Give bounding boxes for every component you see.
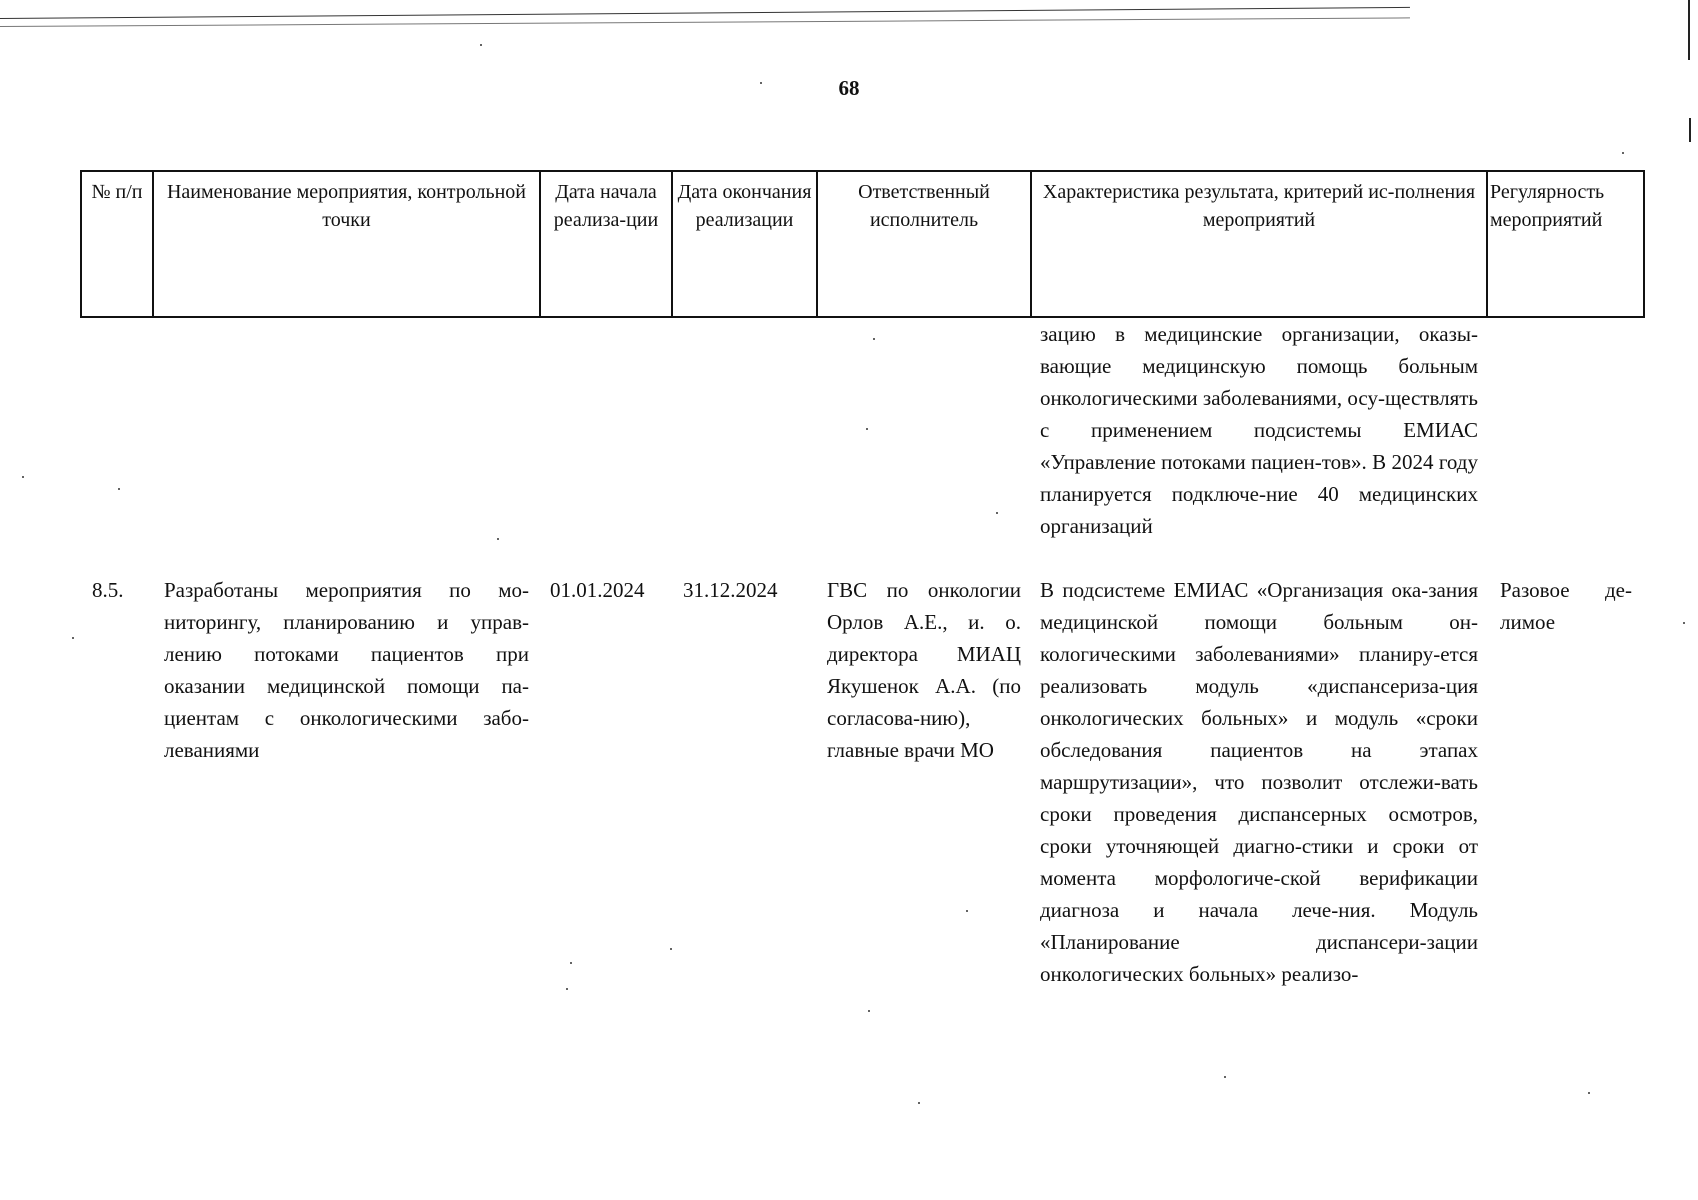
scan-edge-line	[0, 17, 1410, 27]
scan-speck	[1588, 1092, 1590, 1094]
row-num: 8.5.	[92, 578, 124, 602]
header-responsible: Ответственный исполнитель	[817, 171, 1031, 317]
row-regularity: Разовое де-лимое	[1500, 578, 1632, 634]
scan-speck	[918, 1102, 920, 1104]
scan-speck	[1224, 1076, 1226, 1078]
scan-speck	[1683, 622, 1685, 624]
header-num: № п/п	[81, 171, 153, 317]
row-start-date: 01.01.2024	[550, 578, 645, 602]
scan-edge-line	[0, 7, 1410, 19]
header-end-date: Дата окончания реализации	[672, 171, 817, 317]
scan-speck	[566, 988, 568, 990]
scan-speck	[996, 512, 998, 514]
scan-edge-mark	[1688, 0, 1690, 60]
scan-edge-mark	[1689, 118, 1691, 142]
row-responsible: ГВС по онкологии Орлов А.Е., и. о. директора МИАЦ Якушенок А.А. (по согласова-нию), главные врачи МО	[827, 578, 1021, 762]
scan-speck	[868, 1010, 870, 1012]
scan-speck	[118, 488, 120, 490]
scan-speck	[670, 948, 672, 950]
row-end-date: 31.12.2024	[683, 578, 778, 602]
page-number: 68	[838, 76, 860, 100]
scan-speck	[866, 428, 868, 430]
scan-speck	[1622, 152, 1624, 154]
scan-speck	[570, 962, 572, 964]
table-header	[80, 170, 1645, 318]
scan-speck	[966, 910, 968, 912]
row-name: Разработаны мероприятия по мо-ниторингу, планированию и управ-лению потоками пациентов при оказании медицинской помощи па-циентам с онкологическими забо-леваниями	[164, 578, 529, 762]
header-result: Характеристика результата, критерий ис-полнения мероприятий	[1031, 171, 1487, 317]
scan-speck	[480, 44, 482, 46]
scan-speck	[72, 637, 74, 639]
header-start-date: Дата начала реализа-ции	[540, 171, 672, 317]
result-continuation: зацию в медицинские организации, оказы-вающие медицинскую помощь больным онкологическими заболеваниями, осу-ществлять с применением подсистемы ЕМИАС «Управление потоками пациен-тов». В 2024 году планируется подключе-ние 40 медицинских организаций	[1040, 322, 1478, 538]
scan-speck	[497, 538, 499, 540]
scan-speck	[22, 476, 24, 478]
header-regularity: Регулярность мероприятий	[1487, 171, 1644, 317]
scan-speck	[873, 338, 875, 340]
row-result: В подсистеме ЕМИАС «Организация ока-зания медицинской помощи больным он-кологическими заболеваниями» планиру-ется реализовать модуль «диспансериза-ция онкологических больных» и модуль «сроки обследования пациентов на этапах маршрутизации», что позволит отслежи-вать сроки проведения диспансерных осмотров, сроки уточняющей диагно-стики и сроки от момента морфологиче-ской верификации диагноза и начала лече-ния. Модуль «Планирование диспансери-зации онкологических больных» реализо-	[1040, 578, 1478, 986]
header-name: Наименование мероприятия, контрольной точки	[153, 171, 540, 317]
